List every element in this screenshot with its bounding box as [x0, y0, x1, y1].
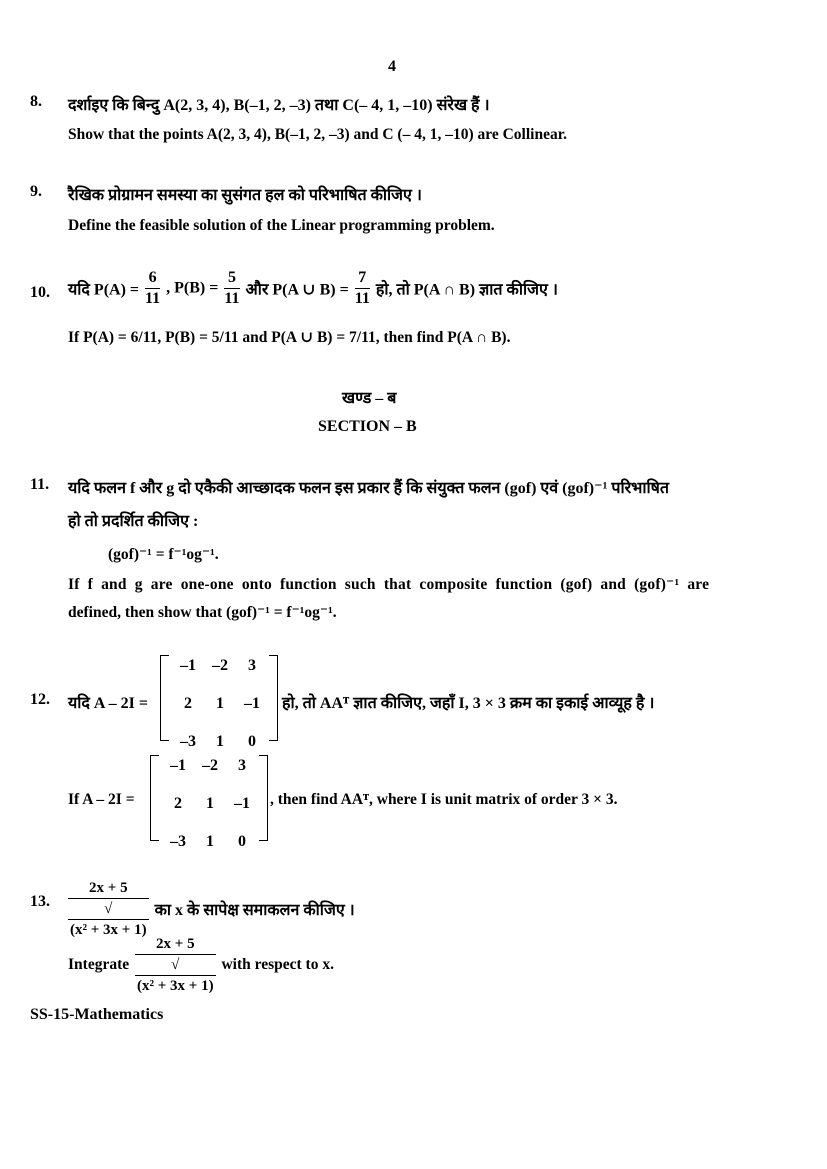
matrix-cell: 1 — [216, 695, 224, 712]
matrix-cell: –1 — [170, 757, 186, 774]
question-number: 13. — [30, 893, 50, 910]
q12-suffix-hindi: हो, तो AAᵀ ज्ञात कीजिए, जहाँ I, 3 × 3 क्रम का इकाई आव्यूह है । — [282, 695, 655, 712]
matrix-cell: 2 — [184, 695, 192, 712]
q10-prefix: यदि P(A) = — [68, 281, 140, 299]
question-number: 8. — [30, 93, 42, 110]
question-text-hindi: यदि फलन f और g दो एकैकी आच्छादक फलन इस प्रकार हैं कि संयुक्त फलन (gof) एवं (gof)⁻¹ परिभाषित — [68, 480, 670, 497]
matrix-bracket-right — [259, 755, 268, 841]
matrix-cell: –3 — [180, 733, 196, 750]
question-number: 12. — [30, 691, 50, 708]
fraction-numerator: 7 — [355, 268, 370, 289]
fraction-denominator: 11 — [354, 290, 370, 307]
fraction-denominator: 11 — [224, 290, 240, 307]
q12-prefix-english: If A – 2I = — [68, 791, 135, 808]
fraction — [68, 878, 149, 940]
question-text-english: If P(A) = 6/11, P(B) = 5/11 and P(A ∪ B) = 7/11, then find P(A ∩ B). — [68, 329, 511, 346]
fraction — [135, 934, 216, 996]
fraction — [355, 268, 370, 309]
matrix-cell: –2 — [212, 657, 228, 674]
question-text-english — [68, 934, 334, 996]
question-text-hindi: दर्शाइए कि बिन्दु A(2, 3, 4), B(–1, 2, –3) तथा C(– 4, 1, –10) संरेख हैं । — [68, 97, 490, 114]
fraction-denominator: √ (x² + 3x + 1) — [137, 957, 214, 994]
matrix-bracket-right — [269, 655, 278, 741]
question-text-english: Define the feasible solution of the Linear programming problem. — [68, 217, 495, 234]
question-text-english: defined, then show that (gof)⁻¹ = f⁻¹og⁻¹. — [68, 604, 337, 621]
footer-subject-code: SS-15-Mathematics — [30, 1006, 164, 1023]
sqrt-radicand: (x² + 3x + 1) — [135, 975, 216, 996]
q13-prefix-english: Integrate — [68, 956, 130, 973]
q13-suffix-english: with respect to x. — [221, 956, 334, 973]
fraction-denominator: 11 — [145, 290, 161, 307]
matrix — [150, 755, 268, 850]
q10-suffix: हो, तो P(A ∩ B) ज्ञात कीजिए । — [375, 281, 558, 299]
matrix-cell: –1 — [234, 795, 250, 812]
matrix-cell: 2 — [174, 795, 182, 812]
matrix-cell: –1 — [244, 695, 260, 712]
q12-prefix: यदि A – 2I = — [68, 695, 148, 712]
matrix-cell: 1 — [206, 833, 214, 850]
question-number: 10. — [30, 284, 50, 301]
page-number: 4 — [388, 58, 396, 75]
matrix-cell: –1 — [180, 657, 196, 674]
question-text-english: Show that the points A(2, 3, 4), B(–1, 2, –3) and C (– 4, 1, –10) are Collinear. — [68, 126, 568, 143]
question-text-english: If f and g are one-one onto function such that composite function (gof) and (gof)⁻¹ are — [68, 576, 710, 593]
question-text-hindi — [66, 878, 355, 940]
matrix-cell: 0 — [238, 833, 246, 850]
fraction-numerator: 2x + 5 — [68, 878, 149, 899]
q12-suffix-english: , then find AAᵀ, where I is unit matrix of order 3 × 3. — [270, 791, 618, 808]
matrix-cell: 1 — [216, 733, 224, 750]
matrix-cell: –3 — [170, 833, 186, 850]
matrix-cell: –2 — [202, 757, 218, 774]
question-text-hindi: रैखिक प्रोग्रामन समस्या का सुसंगत हल को परिभाषित कीजिए । — [68, 187, 422, 204]
fraction-denominator: √ (x² + 3x + 1) — [70, 901, 147, 938]
matrix-cell: 1 — [206, 795, 214, 812]
question-text-hindi: हो तो प्रदर्शित कीजिए : — [68, 513, 199, 530]
fraction-numerator: 5 — [224, 268, 239, 289]
matrix-table — [172, 647, 268, 761]
question-text-hindi — [68, 268, 558, 309]
matrix-cell: 3 — [238, 757, 246, 774]
matrix-table — [162, 747, 258, 861]
matrix-bracket-left — [160, 655, 169, 741]
fraction — [224, 268, 239, 309]
q10-mid2: और P(A ∪ B) = — [245, 281, 349, 299]
matrix-bracket-left — [150, 755, 159, 841]
section-heading-hindi: खण्ड – ब — [342, 390, 397, 407]
matrix — [160, 655, 278, 750]
formula: (gof)⁻¹ = f⁻¹og⁻¹. — [108, 546, 219, 563]
matrix-cell: 0 — [248, 733, 256, 750]
fraction-numerator: 6 — [145, 268, 160, 289]
matrix-cell: 3 — [248, 657, 256, 674]
fraction — [145, 268, 160, 309]
fraction-numerator: 2x + 5 — [135, 934, 216, 955]
question-number: 11. — [30, 476, 50, 493]
question-number: 9. — [30, 183, 42, 200]
q10-mid1: , P(B) = — [166, 279, 219, 297]
section-heading-english: SECTION – B — [318, 418, 417, 435]
sqrt-radicand: (x² + 3x + 1) — [68, 919, 149, 940]
q13-suffix-hindi: का x के सापेक्ष समाकलन कीजिए । — [154, 902, 355, 919]
